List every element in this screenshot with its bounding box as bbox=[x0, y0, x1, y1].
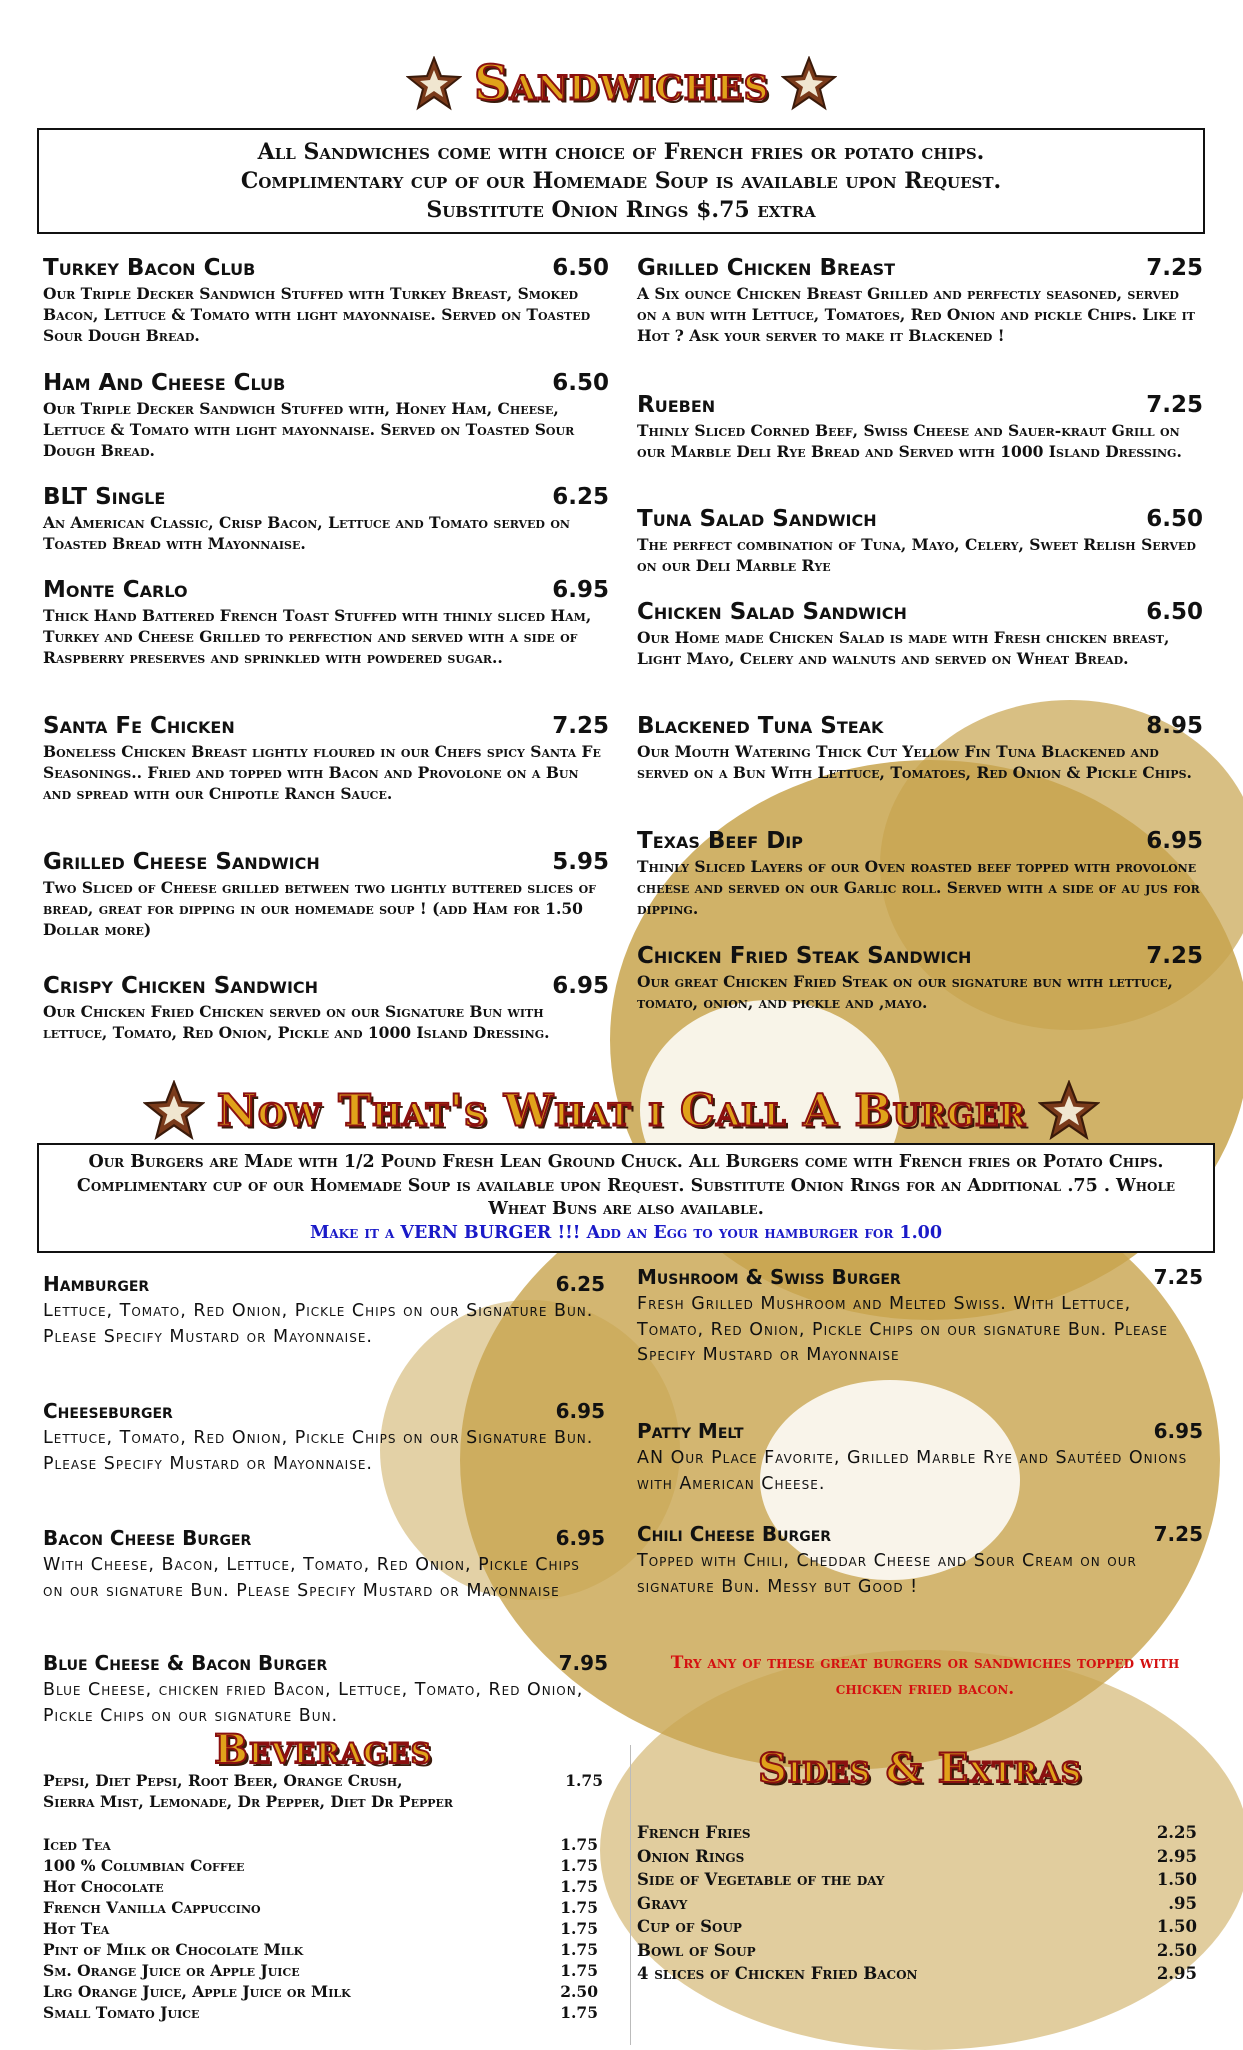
soda-line: Sierra Mist, Lemonade, Dr Pepper, Diet Dr Pepper bbox=[43, 1792, 454, 1811]
soda-line: Pepsi, Diet Pepsi, Root Beer, Orange Crush, bbox=[43, 1771, 403, 1790]
item-price: 6.95 bbox=[555, 1526, 605, 1550]
item-price: 1.75 bbox=[560, 2003, 598, 2022]
item-description: Fresh Grilled Mushroom and Melted Swiss. With Lettuce, Tomato, Red Onion, Pickle Chips on our signature Bun. Please Specify Mustard or Mayonnaise bbox=[637, 1294, 1168, 1365]
item-name: Hot Chocolate bbox=[43, 1877, 164, 1896]
item-price: 6.95 bbox=[552, 973, 609, 999]
item-price: 2.25 bbox=[1156, 1823, 1197, 1842]
item-price: 6.50 bbox=[552, 255, 609, 281]
menu-item bbox=[43, 484, 609, 554]
item-price: 7.25 bbox=[1146, 255, 1203, 281]
item-name: Bacon Cheese Burger bbox=[43, 1526, 252, 1550]
menu-item bbox=[637, 599, 1203, 669]
list-item bbox=[43, 1939, 598, 1960]
vern-burger-note: Make it a VERN BURGER !!! Add an Egg to your hamburger for 1.00 bbox=[309, 1222, 943, 1243]
menu-item bbox=[43, 1399, 605, 1477]
item-name: Turkey Bacon Club bbox=[43, 255, 256, 281]
menu-item bbox=[43, 849, 609, 940]
item-price: 6.95 bbox=[1146, 828, 1203, 854]
item-price: 1.75 bbox=[560, 1856, 598, 1875]
menu-item bbox=[43, 370, 609, 461]
item-price: 5.95 bbox=[552, 849, 609, 875]
item-name: Grilled Chicken Breast bbox=[637, 255, 896, 281]
notice-line: All Sandwiches come with choice of French fries or potato chips. bbox=[257, 139, 985, 165]
menu-item bbox=[637, 506, 1203, 576]
burgers-notice bbox=[37, 1143, 1215, 1253]
item-description: Our Mouth Watering Thick Cut Yellow Fin Tuna Blackened and served on a Bun With Lettuce, Tomatoes, Red Onion & Pickle Chips. bbox=[637, 742, 1192, 782]
notice-line: Complimentary cup of our Homemade Soup is available upon Request. bbox=[240, 168, 1002, 194]
menu-item bbox=[43, 1272, 605, 1350]
item-price: 6.25 bbox=[555, 1272, 605, 1296]
item-price: 8.95 bbox=[1146, 713, 1203, 739]
beverage-list bbox=[43, 1834, 598, 2023]
menu-item bbox=[43, 973, 609, 1043]
item-price: 1.75 bbox=[560, 1961, 598, 1980]
item-description: Two Sliced of Cheese grilled between two lightly buttered slices of bread, great for dipping in our homemade soup ! (add Ham for 1.50 Dollar more) bbox=[43, 878, 596, 939]
item-description: With Cheese, Bacon, Lettuce, Tomato, Red Onion, Pickle Chips on our signature Bun. Please Specify Mustard or Mayonnaise bbox=[43, 1555, 580, 1601]
soda-list bbox=[43, 1770, 603, 1812]
item-description: A Six ounce Chicken Breast Grilled and perfectly seasoned, served on a bun with Lettuce, Tomatoes, Red Onion and pickle Chips. Like it Hot ? Ask your server to make it Blackened ! bbox=[637, 284, 1195, 345]
item-name: Gravy bbox=[637, 1893, 688, 1913]
list-item bbox=[43, 1876, 598, 1897]
item-description: Our great Chicken Fried Steak on our signature bun with lettuce, tomato, onion, and pickle and ,mayo. bbox=[637, 972, 1173, 1012]
list-item bbox=[637, 1939, 1197, 1963]
item-price: 6.95 bbox=[552, 577, 609, 603]
item-name: Chicken Salad Sandwich bbox=[637, 599, 907, 625]
item-price: 7.25 bbox=[1153, 1522, 1203, 1546]
item-name: Small Tomato Juice bbox=[43, 2003, 200, 2022]
menu-item bbox=[43, 1651, 608, 1729]
menu-item bbox=[637, 1265, 1203, 1369]
item-price: 1.50 bbox=[1156, 1917, 1197, 1936]
item-price: 1.75 bbox=[560, 1877, 598, 1896]
item-price: 1.75 bbox=[560, 1919, 598, 1938]
item-price: 1.75 bbox=[560, 1940, 598, 1959]
menu-item bbox=[637, 828, 1203, 919]
list-item bbox=[637, 1845, 1197, 1869]
item-name: Bowl of Soup bbox=[637, 1940, 756, 1960]
item-description: Lettuce, Tomato, Red Onion, Pickle Chips on our Signature Bun. Please Specify Mustard or Mayonnaise. bbox=[43, 1301, 594, 1347]
item-price: 7.25 bbox=[1153, 1265, 1203, 1289]
item-name: Hamburger bbox=[43, 1272, 150, 1296]
item-price: 6.95 bbox=[555, 1399, 605, 1423]
menu-item bbox=[637, 392, 1203, 462]
column-divider bbox=[630, 1745, 631, 2045]
sandwiches-notice bbox=[37, 128, 1205, 234]
item-name: French Fries bbox=[637, 1823, 751, 1842]
item-name: Hot Tea bbox=[43, 1919, 110, 1938]
item-description: Our Triple Decker Sandwich Stuffed with Turkey Breast, Smoked Bacon, Lettuce & Tomato with light mayonnaise. Served on Toasted Sour Dough Bread. bbox=[43, 284, 591, 345]
item-name: Side of Vegetable of the day bbox=[637, 1870, 885, 1889]
list-item bbox=[43, 2002, 598, 2023]
item-price: 1.50 bbox=[1156, 1870, 1197, 1889]
item-name: Onion Rings bbox=[637, 1846, 745, 1866]
item-description: Blue Cheese, chicken fried Bacon, Lettuce, Tomato, Red Onion, Pickle Chips on our signature Bun. bbox=[43, 1680, 584, 1726]
menu-item bbox=[637, 713, 1203, 783]
item-price: .95 bbox=[1168, 1893, 1197, 1913]
star-icon bbox=[406, 56, 462, 112]
menu-item bbox=[43, 713, 609, 804]
item-name: 100 % Columbian Coffee bbox=[43, 1856, 245, 1875]
item-name: Cheeseburger bbox=[43, 1399, 173, 1423]
item-price: 2.50 bbox=[560, 1982, 598, 2001]
item-price: 1.75 bbox=[565, 1771, 603, 1790]
item-description: Topped with Chili, Cheddar Cheese and Sour Cream on our signature Bun. Messy but Good ! bbox=[637, 1551, 1137, 1597]
list-item bbox=[637, 1915, 1197, 1939]
list-item bbox=[637, 1962, 1197, 1986]
item-description: AN Our Place Favorite, Grilled Marble Rye and Sautéed Onions with American Cheese. bbox=[637, 1448, 1188, 1494]
sides-list bbox=[637, 1821, 1197, 1986]
list-item bbox=[43, 1960, 598, 1981]
menu-item bbox=[637, 1419, 1203, 1497]
item-name: Mushroom & Swiss Burger bbox=[637, 1265, 901, 1289]
item-description: Our Chicken Fried Chicken served on our Signature Bun with lettuce, Tomato, Red Onion, Pickle and 1000 Island Dressing. bbox=[43, 1002, 550, 1042]
item-name: Crispy Chicken Sandwich bbox=[43, 973, 319, 999]
beverages-title: Beverages bbox=[214, 1726, 432, 1773]
menu-item bbox=[637, 1522, 1203, 1600]
item-name: BLT Single bbox=[43, 484, 166, 510]
item-name: Iced Tea bbox=[43, 1835, 111, 1854]
list-item bbox=[43, 1834, 598, 1855]
notice-text: Our Burgers are Made with 1/2 Pound Fresh Lean Ground Chuck. All Burgers come with French fries or Potato Chips. Complimentary cup of our Homemade Soup is available upon Request. Substitute Onion Rings for an Additional .75 . Whole Wheat Buns are also available. bbox=[76, 1152, 1176, 1219]
star-icon bbox=[1038, 1080, 1100, 1142]
sides-title: Sides & Extras bbox=[757, 1745, 1083, 1792]
item-name: Blue Cheese & Bacon Burger bbox=[43, 1651, 328, 1675]
star-icon bbox=[143, 1080, 205, 1142]
item-description: Boneless Chicken Breast lightly floured in our Chefs spicy Santa Fe Seasonings.. Fried and topped with Bacon and Provolone on a Bun and spread with our Chipotle Ranch Sauce. bbox=[43, 742, 601, 803]
item-price: 6.50 bbox=[552, 370, 609, 396]
menu-item bbox=[637, 943, 1203, 1013]
item-price: 6.25 bbox=[552, 484, 609, 510]
item-price: 6.50 bbox=[1146, 599, 1203, 625]
item-price: 6.95 bbox=[1153, 1419, 1203, 1443]
list-item bbox=[43, 1855, 598, 1876]
menu-item bbox=[43, 577, 609, 668]
item-name: Cup of Soup bbox=[637, 1917, 742, 1936]
item-name: Chicken Fried Steak Sandwich bbox=[637, 943, 972, 969]
star-icon bbox=[781, 56, 837, 112]
item-name: Grilled Cheese Sandwich bbox=[43, 849, 320, 875]
notice-line: Substitute Onion Rings $.75 extra bbox=[426, 197, 816, 223]
item-name: Patty Melt bbox=[637, 1419, 744, 1443]
list-item bbox=[43, 1897, 598, 1918]
item-price: 7.95 bbox=[558, 1651, 608, 1675]
burgers-title: Now That's What i Call A Burger bbox=[0, 1080, 1243, 1142]
item-name: Sm. Orange Juice or Apple Juice bbox=[43, 1961, 300, 1980]
item-price: 2.50 bbox=[1156, 1940, 1197, 1960]
item-price: 6.50 bbox=[1146, 506, 1203, 532]
list-item bbox=[637, 1868, 1197, 1892]
item-description: An American Classic, Crisp Bacon, Lettuce and Tomato served on Toasted Bread with Mayonnaise. bbox=[43, 513, 570, 553]
item-price: 2.95 bbox=[1156, 1846, 1197, 1866]
menu-item bbox=[43, 1526, 605, 1604]
item-price: 7.25 bbox=[1146, 943, 1203, 969]
menu-item bbox=[43, 255, 609, 346]
list-item bbox=[43, 1981, 598, 2002]
item-description: Our Triple Decker Sandwich Stuffed with, Honey Ham, Cheese, Lettuce & Tomato with light mayonnaise. Served on Toasted Sour Dough Bread. bbox=[43, 399, 575, 460]
item-description: Our Home made Chicken Salad is made with Fresh chicken breast, Light Mayo, Celery and walnuts and served on Wheat Bread. bbox=[637, 628, 1170, 668]
item-description: Thinly Sliced Corned Beef, Swiss Cheese and Sauer-kraut Grill on our Marble Deli Rye Bread and Served with 1000 Island Dressing. bbox=[637, 421, 1182, 461]
item-name: Pint of Milk or Chocolate Milk bbox=[43, 1940, 304, 1959]
item-price: 1.75 bbox=[560, 1835, 598, 1854]
item-name: Ham And Cheese Club bbox=[43, 370, 286, 396]
list-item bbox=[637, 1892, 1197, 1916]
menu-item bbox=[637, 255, 1203, 346]
item-description: Thick Hand Battered French Toast Stuffed with thinly sliced Ham, Turkey and Cheese Grilled to perfection and served with a side of Raspberry preserves and sprinkled with powdered sugar.. bbox=[43, 606, 592, 667]
item-name: Texas Beef Dip bbox=[637, 828, 803, 854]
item-name: Blackened Tuna Steak bbox=[637, 713, 884, 739]
sandwiches-title: Sandwiches bbox=[0, 52, 1243, 112]
list-item bbox=[637, 1821, 1197, 1845]
item-name: Monte Carlo bbox=[43, 577, 188, 603]
list-item bbox=[43, 1918, 598, 1939]
item-price: 7.25 bbox=[552, 713, 609, 739]
item-price: 7.25 bbox=[1146, 392, 1203, 418]
item-name: Santa Fe Chicken bbox=[43, 713, 235, 739]
item-name: Lrg Orange Juice, Apple Juice or Milk bbox=[43, 1982, 351, 2001]
item-name: Rueben bbox=[637, 392, 716, 418]
item-name: French Vanilla Cappuccino bbox=[43, 1898, 261, 1917]
item-name: 4 slices of Chicken Fried Bacon bbox=[637, 1964, 918, 1983]
item-price: 1.75 bbox=[560, 1898, 598, 1917]
chicken-fried-bacon-note: Try any of these great burgers or sandwiches topped with chicken fried bacon. bbox=[670, 1653, 1180, 1699]
item-name: Chili Cheese Burger bbox=[637, 1522, 832, 1546]
item-price: 2.95 bbox=[1156, 1964, 1197, 1983]
item-description: Thinly Sliced Layers of our Oven roasted beef topped with provolone cheese and served on our Garlic roll. Served with a side of au jus for dipping. bbox=[637, 857, 1200, 918]
item-description: Lettuce, Tomato, Red Onion, Pickle Chips on our Signature Bun. Please Specify Mustard or Mayonnaise. bbox=[43, 1428, 594, 1474]
item-name: Tuna Salad Sandwich bbox=[637, 506, 877, 532]
item-description: The perfect combination of Tuna, Mayo, Celery, Sweet Relish Served on our Deli Marble Rye bbox=[637, 535, 1196, 575]
